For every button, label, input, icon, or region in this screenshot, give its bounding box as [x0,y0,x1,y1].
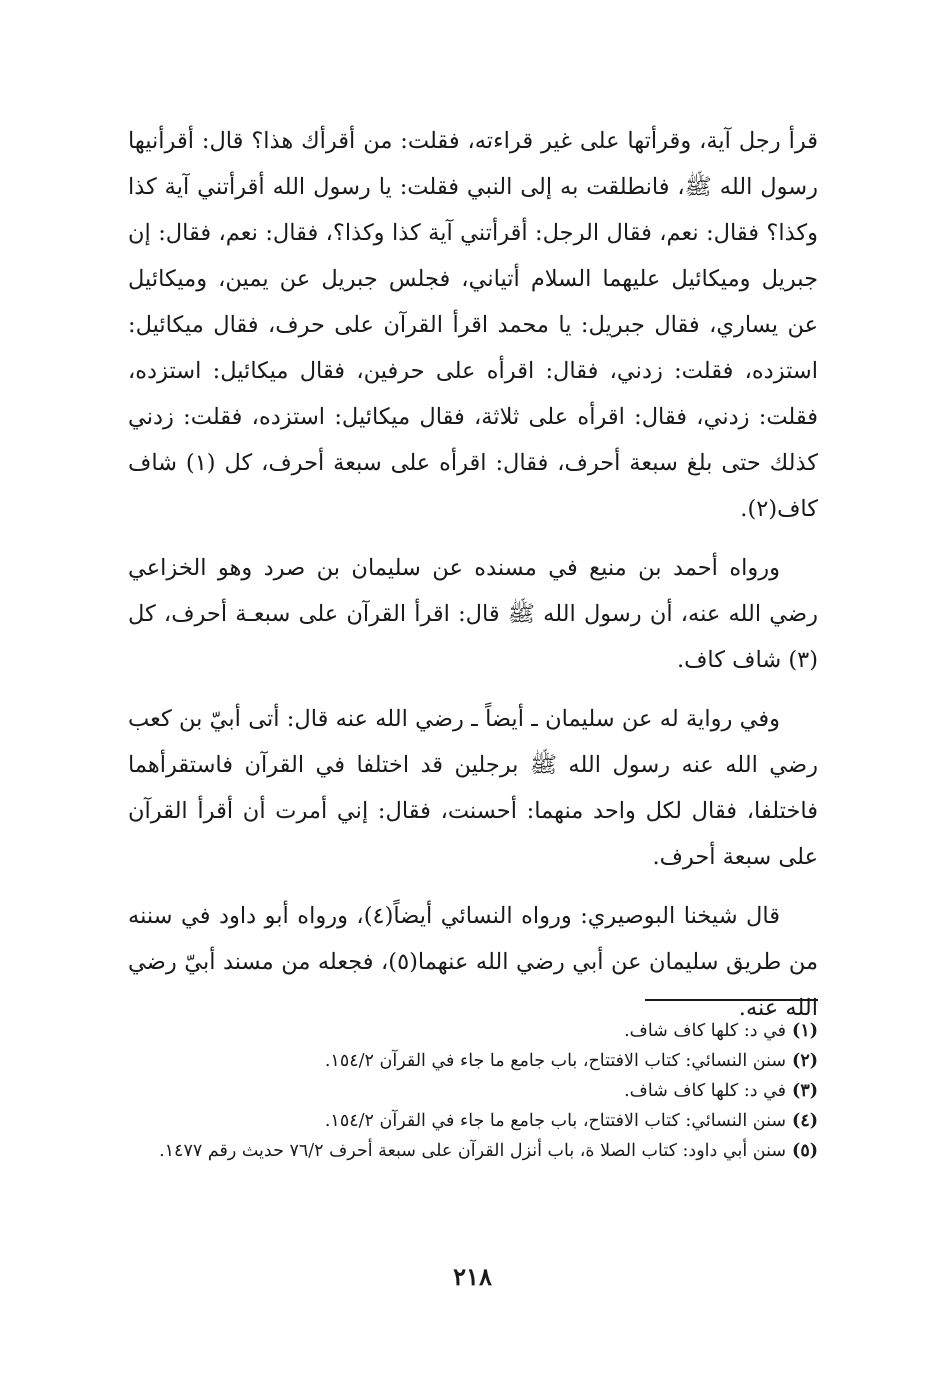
footnote-number: (١) [792,1021,818,1041]
paragraph-4: قال شيخنا البوصيري: ورواه النسائي أيضاً(٤)، ورواه أبو داود في سننه من طريق سليمان عن أبي رضي الله عنهما(٥)، فجعله من مسند أبيّ رضي الله عنه. [128,903,819,1021]
footnote-text: سنن النسائي: كتاب الافتتاح، باب جامع ما جاء في القرآن ١٥٤/٢. [324,1051,787,1071]
footnote [128,1016,818,1046]
paragraph-2: ورواه أحمد بن منيع في مسنده عن سليمان بن صرد وهو الخزاعي رضي الله عنه، أن رسول الله ﷺ قال: اقرأ القرآن على سبعـة أحرف، كل (٣) شاف كاف. [128,555,818,673]
paragraph-1: قرأ رجل آية، وقرأتها على غير قراءته، فقلت: من أقرأك هذا؟ قال: أقرأنيها رسول الله ﷺ، فانطلقت به إلى النبي فقلت: يا رسول الله أقرأتني آية كذا وكذا؟ فقال: نعم، فقال الرجل: أقرأتني آية كذا وكذا؟، فقال: نعم، فقال: إن جبريل وميكائيل عليهما السلام أتياني، فجلس جبريل عن يمين، وميكائيل عن يساري، فقال جبريل: يا محمد اقرأ القرآن على حرف، فقال ميكائيل: استزده، فقلت: زدني، فقال: اقرأه على حرفين، فقال ميكائيل: استزده، فقلت: زدني، فقال: اقرأه على ثلاثة، فقال ميكائيل: استزده، فقلت: زدني كذلك حتى بلغ سبعة أحرف، فقال: اقرأه على سبعة أحرف، كل (١) شاف كاف(٢). [128,128,818,522]
footnote [128,1076,818,1106]
main-text [128,118,818,1031]
footnote-number: (٣) [792,1081,818,1101]
footnote-number: (٤) [792,1111,818,1131]
footnote-number: (٥) [792,1141,818,1161]
footnotes [128,1016,818,1166]
page-number: ٢١٨ [453,1262,492,1291]
footnote-text: سنن النسائي: كتاب الافتتاح، باب جامع ما جاء في القرآن ١٥٤/٢. [324,1111,787,1131]
paragraph-3: وفي رواية له عن سليمان ـ أيضاً ـ رضي الله عنه قال: أتى أبيّ بن كعب رضي الله عنه رسول الله ﷺ برجلين قد اختلفا في القرآن فاستقرأهما فاختلفا، فقال لكل واحد منهما: أحسنت، فقال: إني أمرت أن أقرأ القرآن على سبعة أحرف. [128,706,818,870]
footnote-text: في د: كلها كاف شاف. [624,1021,787,1041]
footnote [128,1136,818,1166]
footnote-text: في د: كلها كاف شاف. [624,1081,787,1101]
footnote [128,1046,818,1076]
footnote-separator [645,999,818,1001]
footnote-number: (٢) [792,1051,818,1071]
footnote-text: سنن أبي داود: كتاب الصلا ة، باب أنزل القرآن على سبعة أحرف ٧٦/٢ حديث رقم ١٤٧٧. [159,1141,787,1161]
footnote [128,1106,818,1136]
